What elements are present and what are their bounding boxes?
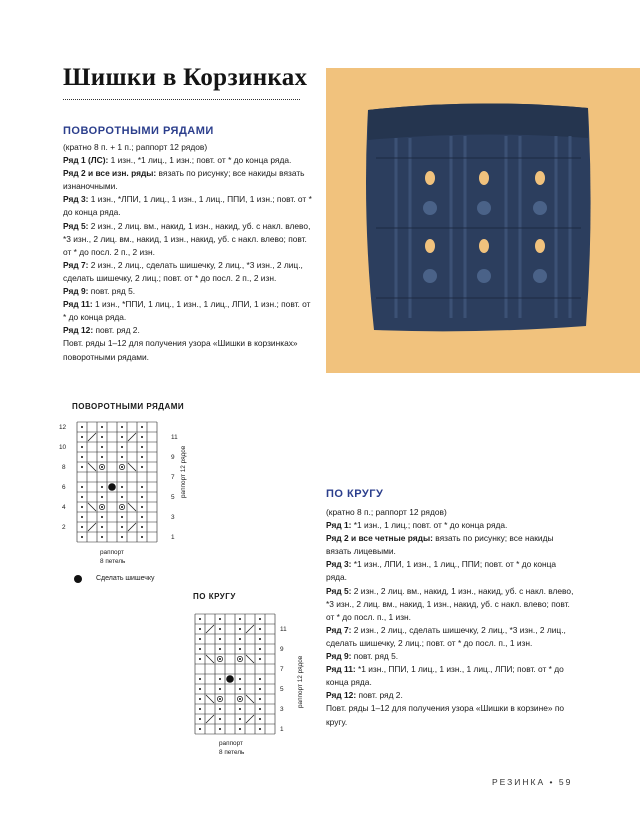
round-row-5: Ряд 5: 2 изн., 2 лиц. вм., накид, 1 изн., накид, уб. с накл. влево, *3 изн., 2 лиц. вм., накид, 1 изн., накид, уб. с накл. влево; повт. от * до посл. п., 1 изн.: [326, 585, 574, 622]
repeat-stitches-label: 8 петель: [219, 749, 245, 756]
legend-text: Сделать шишечку: [96, 575, 155, 582]
footer: [492, 777, 572, 787]
row-number: 3: [171, 514, 175, 521]
repeat-rows-label: раппорт 12 рядов: [180, 445, 187, 498]
row-number: 11: [280, 626, 287, 633]
row-number: 5: [171, 494, 175, 501]
rows-closing: Повт. ряды 1–12 для получения узора «Шишки в корзинках» поворотными рядами.: [63, 338, 298, 362]
row-number: 5: [280, 686, 284, 693]
rows-row-1: Ряд 1 (ЛС): 1 изн., *1 лиц., 1 изн.; повт. от * до конца ряда.: [63, 155, 292, 166]
footer-section: РЕЗИНКА: [492, 777, 546, 787]
rows-section-text: [63, 141, 315, 364]
row-number: 7: [280, 666, 284, 673]
row-number: 10: [59, 444, 67, 451]
row-number: 1: [171, 534, 175, 541]
row-number: 4: [62, 504, 66, 511]
chart-round-grid: [185, 608, 325, 758]
row-number: 7: [171, 474, 175, 481]
row-number: 11: [171, 434, 178, 441]
repeat-label: раппорт: [100, 549, 124, 556]
swatch-photo: [326, 68, 640, 373]
rows-row-3: Ряд 3: 1 изн., *ЛПИ, 1 лиц., 1 изн., 1 лиц., ППИ, 1 изн.; повт. от * до конца ряда.: [63, 194, 312, 218]
round-row-11: Ряд 11: *1 изн., ППИ, 1 лиц., 1 изн., 1 лиц., ЛПИ; повт. от * до конца ряда.: [326, 664, 564, 688]
row-number: 2: [62, 524, 66, 531]
round-row-12: Ряд 12: повт. ряд 2.: [326, 690, 403, 701]
title-divider: [63, 99, 300, 100]
round-row-1: Ряд 1: *1 изн., 1 лиц.; повт. от * до конца ряда.: [326, 520, 508, 531]
round-row-7: Ряд 7: 2 изн., 2 лиц., сделать шишечку, 2 лиц., *3 изн., 2 лиц., сделать шишечку, 2 лиц.; повт. от * до посл. п., 1 изн.: [326, 624, 566, 648]
round-closing: Повт. ряды 1–12 для получения узора «Шишки в корзине» по кругу.: [326, 703, 565, 727]
row-number: 3: [280, 706, 284, 713]
round-row-3: Ряд 3: *1 изн., ЛПИ, 1 изн., 1 лиц., ППИ; повт. от * до конца ряда.: [326, 559, 557, 583]
chart-rows-grid: [56, 418, 216, 568]
repeat-rows-label: раппорт 12 рядов: [297, 655, 304, 708]
row-number: 6: [62, 484, 66, 491]
chart-rows-heading: ПОВОРОТНЫМИ РЯДАМИ: [72, 402, 185, 411]
knitted-swatch-image: [326, 68, 640, 373]
round-row-9: Ряд 9: повт. ряд 5.: [326, 651, 399, 662]
rows-row-5: Ряд 5: 2 изн., 2 лиц. вм., накид, 1 изн., накид, уб. с накл. влево, *3 изн., 2 лиц. вм., накид, 1 изн., накид, уб. с накл. влево; повт. от * до посл. 2 п., 2 изн.: [63, 220, 311, 257]
row-number: 9: [280, 646, 284, 653]
round-multiple: (кратно 8 п.; раппорт 12 рядов): [326, 507, 447, 517]
page-title: Шишки в Корзинках: [63, 64, 308, 91]
rows-row-9: Ряд 9: повт. ряд 5.: [63, 286, 136, 297]
row-number: 8: [62, 464, 66, 471]
row-number: 12: [59, 424, 67, 431]
chart-round: [185, 608, 325, 758]
rows-row-11: Ряд 11: 1 изн., *ППИ, 1 лиц., 1 изн., 1 лиц., ЛПИ, 1 изн.; повт. от * до конца ряда.: [63, 299, 311, 323]
chart-round-heading: ПО КРУГУ: [193, 592, 236, 601]
rows-row-7: Ряд 7: 2 изн., 2 лиц., сделать шишечку, 2 лиц., *3 изн., 2 лиц., сделать шишечку, 2 лиц.; повт. от * до посл. 2 п., 2 изн.: [63, 259, 303, 283]
page-number: 59: [558, 777, 573, 787]
round-section-heading: ПО КРУГУ: [326, 488, 384, 500]
chart-rows: [56, 418, 216, 568]
row-number: 9: [171, 454, 175, 461]
row-number: 1: [280, 726, 284, 733]
rows-multiple: (кратно 8 п. + 1 п.; раппорт 12 рядов): [63, 142, 208, 152]
repeat-label: раппорт: [219, 740, 243, 747]
round-row-2: Ряд 2 и все четные ряды: вязать по рисунку; все накиды вязать лицевыми.: [326, 533, 554, 557]
rows-row-2: Ряд 2 и все изн. ряды: вязать по рисунку; все накиды вязать изнаночными.: [63, 168, 305, 192]
rows-row-12: Ряд 12: повт. ряд 2.: [63, 325, 140, 336]
footer-bullet: •: [549, 777, 555, 787]
round-section-text: [326, 506, 576, 729]
repeat-stitches-label: 8 петель: [100, 558, 126, 565]
rows-section-heading: ПОВОРОТНЫМИ РЯДАМИ: [63, 125, 214, 137]
bobble-icon: [74, 575, 82, 583]
